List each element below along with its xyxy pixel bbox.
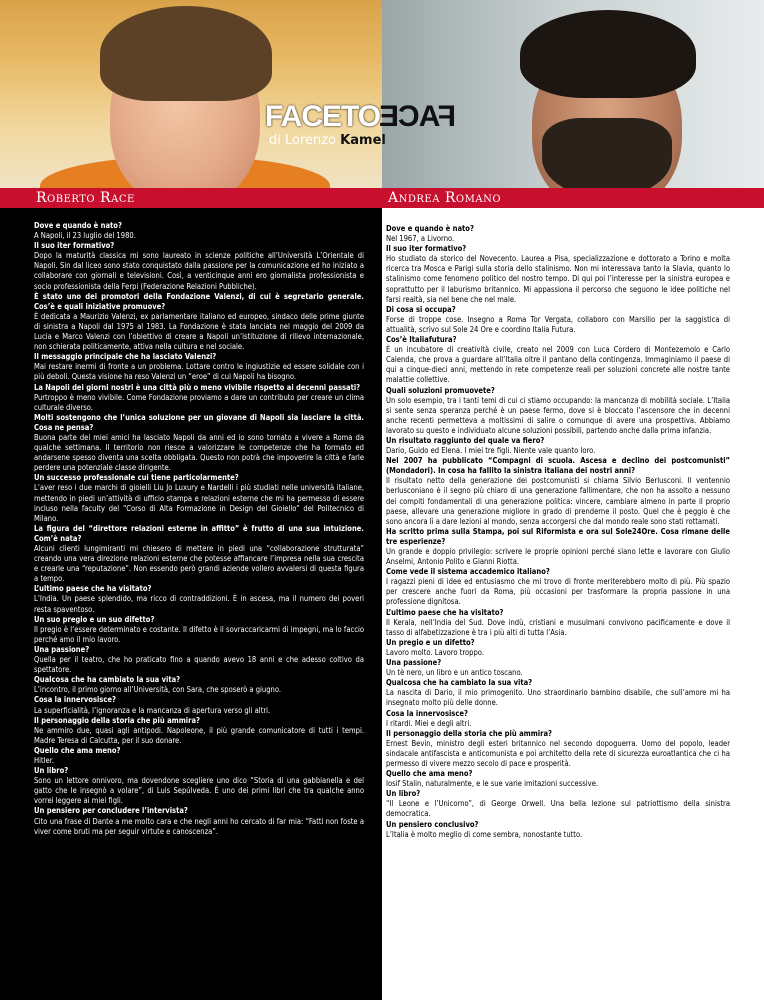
- answer: Sono un lettore onnivoro, ma dovendone scegliere uno dico “Storia di una gabbianella e del gatto che le insegnò a volare”, di Luis Sepúlveda. È uno dei primi libri che tra qualche anno vorrei leggere ai miei figli.: [34, 776, 364, 806]
- question: Quello che ama meno?: [34, 745, 121, 755]
- answer: L’aver reso i due marchi di gioielli Liu Jo Luxury e Nardelli i più studiati nelle università italiane, mettendo in piedi un’attività di ufficio stampa e relazioni esterne che mi ha permesso di essere incluso nella faculty del “Corso di Alta Formazione in Design del Gioiello” del Politecnico di Milano.: [34, 483, 364, 523]
- question: Un successo professionale cui tiene particolarmente?: [34, 473, 239, 483]
- answer: Ho studiato da storico del Novecento. Laurea a Pisa, specializzazione e dottorato a Torino e molta ricerca tra Mosca e Parigi sulla storia dello stalinismo. Non mi interessava tanto la Slavia, quanto lo stalinismo come fenomeno politico del nostro tempo. Di qui poi l’interesse per la sinistra europea e soprattutto per il laburismo britannico. Mi appassiona il percorso che seguono le idee politiche nel farsi realtà, sia nel bene che nel male.: [386, 254, 730, 304]
- question: L’ultimo paese che ha visitato?: [386, 607, 504, 617]
- answer: La nascita di Dario, il mio primogenito. Uno straordinario bambino disabile, che sull’amore mi ha insegnato molto più delle donne.: [386, 688, 730, 708]
- question: È stato uno dei promotori della Fondazione Valenzi, di cui è segretario generale. Cos’è e quali iniziative promuove?: [34, 291, 364, 311]
- answer: Dopo la maturità classica mi sono laureato in scienze politiche all’Università L’Orientale di Napoli. Sin dal liceo sono stato conquistato dalla passione per la comunicazione ed ho iniziato a collaborare con giornali e televisioni. Così, a venticinque anni ero giornalista professionista e socio professionista della Ferpi (Federazione Relazioni Pubbliche).: [34, 251, 364, 291]
- interviewee-name-left: Roberto Race: [36, 190, 135, 206]
- interview-column-right: [386, 224, 730, 840]
- answer: Un grande e doppio privilegio: scrivere le proprie opinioni perché siano lette e lavorare con Giulio Anselmi, Antonio Polito e Gianni Riotta.: [386, 547, 730, 567]
- question: Un risultato raggiunto del quale va fiero?: [386, 435, 545, 445]
- question: Una passione?: [34, 644, 90, 654]
- question: Dove e quando è nato?: [386, 224, 474, 233]
- faceto-face-logo: [265, 102, 505, 150]
- question: Cosa la innervosisce?: [34, 695, 116, 705]
- answer: L’India. Un paese splendido, ma ricco di contraddizioni. È in ascesa, ma il numero dei poveri resta spaventoso.: [34, 594, 364, 614]
- question: Un pensiero conclusivo?: [386, 819, 479, 829]
- portrait-right-beard: [542, 118, 672, 188]
- question: La Napoli dei giorni nostri è una città più o meno vivibile rispetto ai decenni passati?: [34, 382, 361, 392]
- question: Cosa la innervosisce?: [386, 708, 468, 718]
- answer: A Napoli, il 23 luglio del 1980.: [34, 231, 136, 241]
- answer: Hitler.: [34, 755, 54, 765]
- answer: Il Kerala, nell’India del Sud. Dove indù, cristiani e musulmani convivono pacificamente e dove il tasso di alfabetizzazione è tra i più alti di tutta l’Asia.: [386, 617, 730, 637]
- logo-byline: [269, 134, 386, 148]
- question: Di cosa si occupa?: [386, 304, 456, 314]
- logo-by: di Lorenzo: [269, 133, 341, 148]
- question: Ha scritto prima sulla Stampa, poi sul Riformista e ora sul Sole24Ore. Cosa rimane delle tre esperienze?: [386, 526, 730, 546]
- portrait-right: [382, 0, 764, 188]
- logo-author: Kamel: [340, 133, 386, 148]
- question: Quali soluzioni promuovete?: [386, 385, 495, 395]
- question: Un pregio e un difetto?: [386, 637, 475, 647]
- answer: Forse di troppe cose. Insegno a Roma Tor Vergata, collaboro con Marsilio per la saggistica di attualità, scrivo sul Sole 24 Ore e coordino Italia Futura.: [386, 314, 730, 334]
- question: L’ultimo paese che ha visitato?: [34, 584, 152, 594]
- answer: La superficialità, l’ignoranza e la mancanza di apertura verso gli altri.: [34, 705, 271, 715]
- answer: Quella per il teatro, che ho praticato fino a quando avevo 18 anni e che adesso coltivo da spettatore.: [34, 655, 364, 675]
- answer: Un solo esempio, tra i tanti temi di cui ci stiamo occupando: la mancanza di mobilità sociale. L’Italia si sente senza speranza perché è un paese fermo, dove si è bloccato l’ascensore che in decenni anche recenti permetteva a moltissimi di salire o comunque di avere una prospettiva. Abbiamo lavorato su questo e individuato alcune soluzioni possibili, partendo anche dalla prima infanzia.: [386, 395, 730, 435]
- answer: L’incontro, il primo giorno all’Università, con Sara, che sposerò a giugno.: [34, 685, 282, 695]
- portrait-right-hair: [520, 10, 696, 98]
- question: Un libro?: [34, 766, 69, 776]
- question: Il personaggio della storia che più ammira?: [34, 715, 200, 725]
- answer: Iosif Stalin, naturalmente, e le sue varie imitazioni successive.: [386, 779, 599, 789]
- answer: È un incubatore di creatività civile, creato nel 2009 con Luca Cordero di Montezemolo e Carlo Calenda, che prova a guardare all’Italia oltre il pantano della contingenza. Immaginiamo il paese di qui a cinque-dieci anni, mettendo in rete competenze reali per soluzioni concrete alle nostre tante malattie collettive.: [386, 345, 730, 385]
- question: Cos’è Italiafutura?: [386, 335, 457, 345]
- logo-title-text: FACETO: [265, 100, 381, 133]
- answer: Dario, Guido ed Elena. I miei tre figli. Niente vale quanto loro.: [386, 446, 596, 456]
- question: Il suo iter formativo?: [34, 241, 115, 251]
- question: La figura del “direttore relazioni esterne in affitto” è frutto di una sua intuizione. Com’è nata?: [34, 523, 364, 543]
- answer: L’Italia è molto meglio di come sembra, nonostante tutto.: [386, 829, 583, 839]
- question: Qualcosa che ha cambiato la sua vita?: [34, 675, 181, 685]
- question: Nel 2007 ha pubblicato “Compagni di scuola. Ascesa e declino dei postcomunisti” (Mondadori). In cosa ha fallito la sinistra italiana dei nostri anni?: [386, 456, 730, 476]
- answer: Il pregio è l’essere determinato e costante. Il difetto è il sovraccaricarmi di impegni, ma lo faccio perché amo il mio lavoro.: [34, 624, 364, 644]
- question: Il messaggio principale che ha lasciato Valenzi?: [34, 352, 217, 362]
- answer: “Il Leone e l’Unicorno”, di George Orwell. Una bella lezione sul patriottismo della sinistra democratica.: [386, 799, 730, 819]
- answer: Alcuni clienti lungimiranti mi chiesero di mettere in piedi una “collaborazione strutturata” creando una vera direzione relazioni esterne che potesse affiancare l’impresa nella sua crescita e crearle una “reputazione”. Non essendo però grandi aziende vollero avvalersi di questa figura a tempo.: [34, 544, 364, 584]
- question: Il suo iter formativo?: [386, 244, 467, 254]
- logo-mirror-text: FACE: [380, 100, 457, 133]
- question: Dove e quando è nato?: [34, 221, 122, 230]
- answer: I ragazzi pieni di idee ed entusiasmo che mi trovo di fronte meriterebbero molto di più. Più spazio per crescere anche fuori da Roma, più occasioni per trasformare la propria passione in una professione dignitosa.: [386, 577, 730, 607]
- answer: Nel 1967, a Livorno.: [386, 234, 455, 244]
- logo-title: [265, 102, 456, 132]
- interviewee-name-right: Andrea Romano: [388, 190, 502, 206]
- question: Qualcosa che ha cambiato la sua vita?: [386, 678, 533, 688]
- answer: Ne ammiro due, quasi agli antipodi. Napoleone, il più grande comunicatore di tutti i tempi. Madre Teresa di Calcutta, per il suo donare.: [34, 725, 364, 745]
- question: Come vede il sistema accademico italiano?: [386, 567, 550, 577]
- answer: Mai restare inermi di fronte a un problema. Lottare contro le ingiustizie ed essere solidale con i più deboli. Questa visione ha reso Valenzi un “eroe” di cui Napoli ha bisogno.: [34, 362, 364, 382]
- portrait-left-hair: [100, 6, 272, 101]
- question: Un pensiero per concludere l’intervista?: [34, 806, 188, 816]
- answer: Lavoro molto. Lavoro troppo.: [386, 647, 484, 657]
- answer: Cito una frase di Dante a me molto cara e che negli anni ho cercato di far mia: “Fatti non foste a viver come bruti ma per seguir virtute e canoscenza”.: [34, 816, 364, 836]
- answer: Buona parte dei miei amici ha lasciato Napoli da anni ed io sono tornato a vivere a Roma da qualche settimana. Il territorio non riesce a valorizzare le competenze che ha formato ed andarsene spesso diventa una scelta obbligata. Questo non potrà che impoverire la città e farle perdere una potenziale classe dirigente.: [34, 432, 364, 473]
- answer: Un tè nero, un libro e un antico toscano.: [386, 668, 523, 678]
- interview-column-left: [34, 221, 364, 837]
- question: Una passione?: [386, 658, 442, 668]
- question: Il personaggio della storia che più ammira?: [386, 728, 552, 738]
- question: Un suo pregio e un suo difetto?: [34, 614, 155, 624]
- question: Un libro?: [386, 789, 421, 799]
- answer: I ritardi. Miei e degli altri.: [386, 718, 472, 728]
- answer: Purtroppo è meno vivibile. Come Fondazione proviamo a dare un contributo per creare un clima culturale diverso.: [34, 392, 364, 412]
- portrait-left: [0, 0, 382, 188]
- answer: Ernest Bevin, ministro degli esteri britannico nel secondo dopoguerra. Uomo del popolo, leader sindacale antifascista e anticomunista e poi architetto della rete di sicurezza euroatlantica che ci ha permesso di vivere mezzo secolo di pace e prosperità.: [386, 738, 730, 768]
- question: Quello che ama meno?: [386, 769, 473, 779]
- answer: È dedicata a Maurizio Valenzi, ex parlamentare italiano ed europeo, sindaco delle prime giunte di sinistra a Napoli dal 1975 al 1983. La Fondazione è stata lanciata nel maggio del 2009 da Lucia e Marco Valenzi con l’obiettivo di creare a Napoli un’istituzione di rilievo internazionale, non schierata politicamente, attiva nella cultura e nel sociale.: [34, 311, 364, 352]
- answer: Il risultato netto della generazione dei postcomunisti si chiama Silvio Berlusconi. Il ventennio berlusconiano è il segno più chiaro di una generazione fallimentare, che non ha assolto a nessuno dei compiti fondamentali di una generazione politica: vincere, cambiare almeno in parte il proprio paese, allevare una generazione migliore in grado di prenderne il posto. Quel che è peggio è che sono ancora lì a dare lezioni al mondo, senza accorgersi che dal mondo reale sono stati rottamati.: [386, 476, 730, 526]
- question: Molti sostengono che l’unica soluzione per un giovane di Napoli sia lasciare la città. Cosa ne pensa?: [34, 412, 364, 432]
